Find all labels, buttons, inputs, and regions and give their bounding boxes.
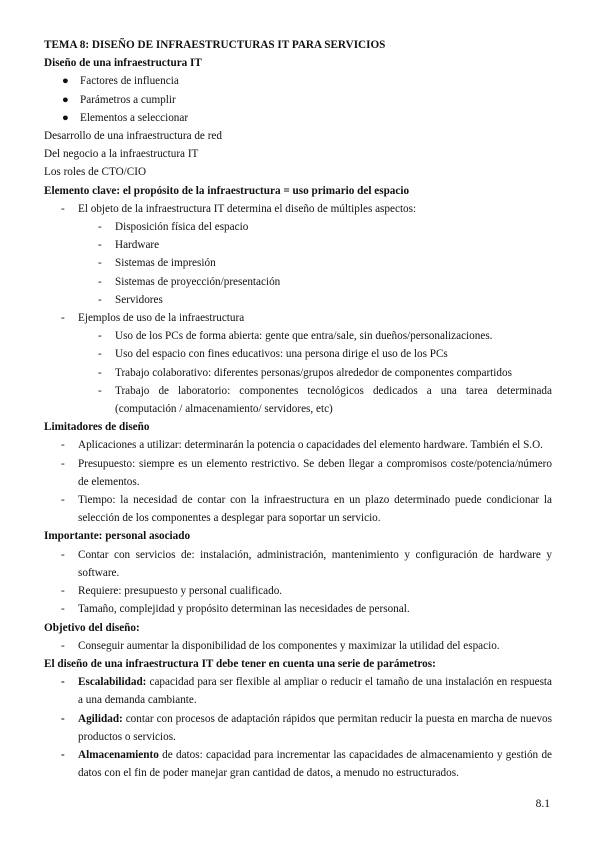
section-heading-objetivo: Objetivo del diseño: bbox=[44, 621, 140, 634]
sub-list-item: - Sistemas de proyección/presentación bbox=[44, 273, 552, 291]
sub-list-item: - Uso de los PCs de forma abierta: gente que entra/sale, sin dueños/personalizaciones. bbox=[44, 327, 552, 345]
dash-marker: - bbox=[61, 312, 65, 325]
list-item: - Presupuesto: siempre es un elemento restrictivo. Se deben llegar a compromisos coste/potencia/número de elementos. bbox=[44, 455, 552, 491]
list-item: - Escalabilidad: capacidad para ser flexible al ampliar o reducir el tamaño de una instalación en respuesta a una demanda cambiante. bbox=[44, 673, 552, 709]
dash-marker: - bbox=[98, 384, 102, 397]
text-line: Desarrollo de una infraestructura de red bbox=[44, 130, 222, 143]
dash-marker: - bbox=[61, 603, 65, 616]
bullet-marker: ● bbox=[62, 75, 69, 88]
section-heading-elemento-clave: Elemento clave: el propósito de la infraestructura = uso primario del espacio bbox=[44, 184, 410, 197]
dash-marker: - bbox=[98, 293, 102, 306]
dash-marker: - bbox=[61, 548, 65, 561]
document-title: TEMA 8: DISEÑO DE INFRAESTRUCTURAS IT PARA SERVICIOS bbox=[44, 39, 386, 51]
dash-marker: - bbox=[98, 239, 102, 252]
list-item: ● Elementos a seleccionar bbox=[44, 109, 552, 127]
bullet-marker: ● bbox=[62, 93, 69, 106]
list-item: - Tamaño, complejidad y propósito determinan las necesidades de personal. bbox=[44, 600, 552, 618]
list-item: - Almacenamiento de datos: capacidad para incrementar las capacidades de almacenamiento y gestión de datos con el fin de poder manejar gran cantidad de datos, a menudo no estructurados. bbox=[44, 746, 552, 782]
text-line: Del negocio a la infraestructura IT bbox=[44, 148, 199, 161]
sub-list-item: - Uso del espacio con fines educativos: una persona dirige el uso de los PCs bbox=[44, 345, 552, 363]
section-heading-diseno: Diseño de una infraestructura IT bbox=[44, 57, 202, 70]
list-item: - Requiere: presupuesto y personal cualificado. bbox=[44, 582, 552, 600]
section-heading-limitadores: Limitadores de diseño bbox=[44, 421, 150, 434]
list-item: - Conseguir aumentar la disponibilidad de los componentes y maximizar la utilidad del espacio. bbox=[44, 637, 552, 655]
sub-list-item: - Disposición física del espacio bbox=[44, 218, 552, 236]
dash-marker: - bbox=[98, 348, 102, 361]
sub-list-item: - Sistemas de impresión bbox=[44, 254, 552, 272]
dash-marker: - bbox=[61, 712, 65, 725]
dash-marker: - bbox=[61, 748, 65, 761]
dash-marker: - bbox=[98, 257, 102, 270]
dash-marker: - bbox=[61, 676, 65, 689]
list-item: ● Parámetros a cumplir bbox=[44, 91, 552, 109]
dash-marker: - bbox=[61, 639, 65, 652]
document-page bbox=[44, 36, 552, 782]
dash-marker: - bbox=[98, 330, 102, 343]
page-number: 8.1 bbox=[535, 798, 550, 810]
list-item: - Contar con servicios de: instalación, administración, mantenimiento y configuración de hardware y software. bbox=[44, 546, 552, 582]
sub-list-item: - Hardware bbox=[44, 236, 552, 254]
list-item: - Agilidad: contar con procesos de adaptación rápidos que permitan reducir la puesta en marcha de nuevos productos o servicios. bbox=[44, 710, 552, 746]
dash-marker: - bbox=[61, 457, 65, 470]
dash-marker: - bbox=[61, 439, 65, 452]
section-heading-parametros: El diseño de una infraestructura IT debe tener en cuenta una serie de parámetros: bbox=[44, 657, 436, 670]
list-item: - Tiempo: la necesidad de contar con la infraestructura en un plazo determinado puede condicionar la selección de los componentes a desplegar para soportar un servicio. bbox=[44, 491, 552, 527]
dash-marker: - bbox=[61, 202, 65, 215]
list-item: - Ejemplos de uso de la infraestructura bbox=[44, 309, 552, 327]
dash-marker: - bbox=[61, 585, 65, 598]
text-line: Los roles de CTO/CIO bbox=[44, 166, 147, 179]
list-item: - Aplicaciones a utilizar: determinarán la potencia o capacidades del elemento hardware. También el S.O. bbox=[44, 436, 552, 454]
dash-marker: - bbox=[98, 275, 102, 288]
sub-list-item: - Trabajo colaborativo: diferentes personas/grupos alrededor de componentes compartidos bbox=[44, 364, 552, 382]
bullet-marker: ● bbox=[62, 111, 69, 124]
sub-list-item: - Trabajo de laboratorio: componentes tecnológicos dedicados a una tarea determinada (computación / almacenamiento/ servidores, etc) bbox=[44, 382, 552, 418]
list-item: ● Factores de influencia bbox=[44, 72, 552, 90]
list-item: - El objeto de la infraestructura IT determina el diseño de múltiples aspectos: bbox=[44, 200, 552, 218]
dash-marker: - bbox=[98, 221, 102, 234]
section-heading-personal: Importante: personal asociado bbox=[44, 530, 191, 543]
dash-marker: - bbox=[61, 494, 65, 507]
sub-list-item: - Servidores bbox=[44, 291, 552, 309]
dash-marker: - bbox=[98, 366, 102, 379]
